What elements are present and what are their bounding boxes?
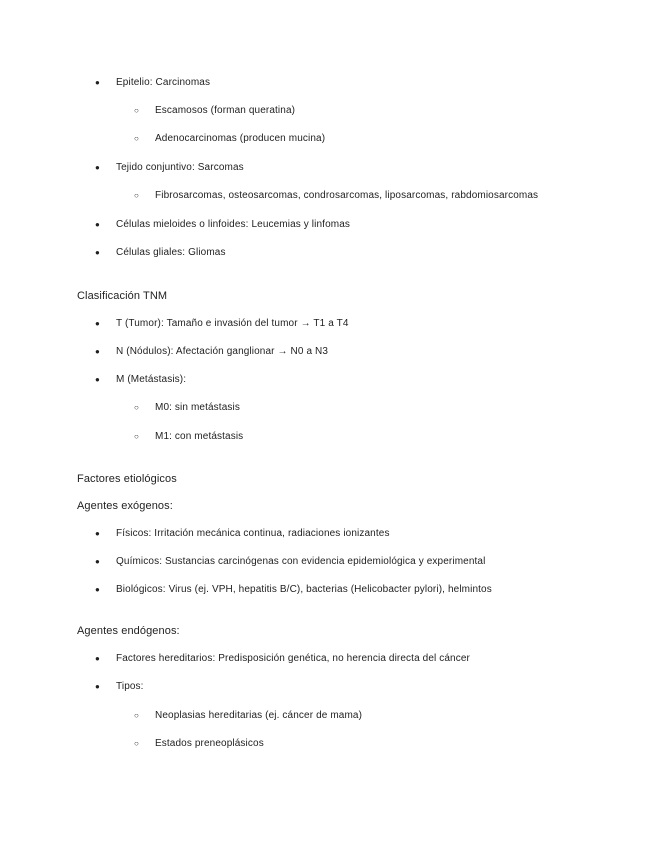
list-item <box>0 247 655 260</box>
list-item <box>0 162 655 175</box>
hollow-bullet-icon: ○ <box>134 711 139 720</box>
list-item-text: Tejido conjuntivo: Sarcomas <box>116 162 244 173</box>
subsection-heading <box>0 500 655 513</box>
sub-list-item <box>0 402 655 415</box>
list-item <box>0 653 655 666</box>
hollow-bullet-icon: ○ <box>134 739 139 748</box>
list-item-text: M (Metástasis): <box>116 374 187 385</box>
sub-list-item <box>0 105 655 118</box>
sub-list-item <box>0 133 655 146</box>
sub-list-item-text: Escamosos (forman queratina) <box>155 105 296 116</box>
sub-list-item-text: Fibrosarcomas, osteosarcomas, condrosarcomas, liposarcomas, rabdomiosarcomas <box>155 190 539 201</box>
bullet-icon: ● <box>95 375 100 384</box>
bullet-icon: ● <box>95 347 100 356</box>
list-item-text: T (Tumor): Tamaño e invasión del tumor → T1 a T4 <box>116 318 349 329</box>
sub-list-item-text: Neoplasias hereditarias (ej. cáncer de mama) <box>155 710 363 721</box>
list-item <box>0 556 655 569</box>
hollow-bullet-icon: ○ <box>134 106 139 115</box>
sub-list-item <box>0 738 655 751</box>
section-heading-text: Factores etiológicos <box>77 473 177 485</box>
sub-list-item-text: Adenocarcinomas (producen mucina) <box>155 133 326 144</box>
sub-list-item-text: M0: sin metástasis <box>155 402 240 413</box>
list-item <box>0 318 655 331</box>
list-item <box>0 528 655 541</box>
bullet-icon: ● <box>95 163 100 172</box>
list-item-text: Células gliales: Gliomas <box>116 247 226 258</box>
hollow-bullet-icon: ○ <box>134 134 139 143</box>
bullet-icon: ● <box>95 248 100 257</box>
bullet-icon: ● <box>95 585 100 594</box>
list-item-text: N (Nódulos): Afectación ganglionar → N0 a N3 <box>116 346 329 357</box>
bullet-icon: ● <box>95 319 100 328</box>
hollow-bullet-icon: ○ <box>134 403 139 412</box>
hollow-bullet-icon: ○ <box>134 191 139 200</box>
bullet-icon: ● <box>95 529 100 538</box>
list-item-text: Tipos: <box>116 681 144 692</box>
list-item-text: Físicos: Irritación mecánica continua, radiaciones ionizantes <box>116 528 390 539</box>
list-item-text: Factores hereditarios: Predisposición genética, no herencia directa del cáncer <box>116 653 470 664</box>
bullet-icon: ● <box>95 654 100 663</box>
list-item <box>0 681 655 694</box>
list-item <box>0 584 655 597</box>
list-item-text: Químicos: Sustancias carcinógenas con evidencia epidemiológica y experimental <box>116 556 486 567</box>
bullet-icon: ● <box>95 220 100 229</box>
subsection-heading <box>0 625 655 638</box>
list-item <box>0 77 655 90</box>
list-item <box>0 374 655 387</box>
sub-list-item <box>0 190 655 203</box>
subsection-heading-text: Agentes exógenos: <box>77 500 173 512</box>
list-item <box>0 346 655 359</box>
bullet-icon: ● <box>95 557 100 566</box>
list-item-text: Biológicos: Virus (ej. VPH, hepatitis B/C), bacterias (Helicobacter pylori), helmintos <box>116 584 492 595</box>
subsection-heading-text: Agentes endógenos: <box>77 625 180 637</box>
hollow-bullet-icon: ○ <box>134 432 139 441</box>
sub-list-item-text: Estados preneoplásicos <box>155 738 264 749</box>
bullet-icon: ● <box>95 682 100 691</box>
sub-list-item <box>0 710 655 723</box>
list-item-text: Células mieloides o linfoides: Leucemias y linfomas <box>116 219 351 230</box>
sub-list-item-text: M1: con metástasis <box>155 431 244 442</box>
section-heading <box>0 290 655 303</box>
sub-list-item <box>0 431 655 444</box>
list-item-text: Epitelio: Carcinomas <box>116 77 211 88</box>
list-item <box>0 219 655 232</box>
section-heading-text: Clasificación TNM <box>77 290 168 302</box>
section-heading <box>0 473 655 486</box>
bullet-icon: ● <box>95 78 100 87</box>
